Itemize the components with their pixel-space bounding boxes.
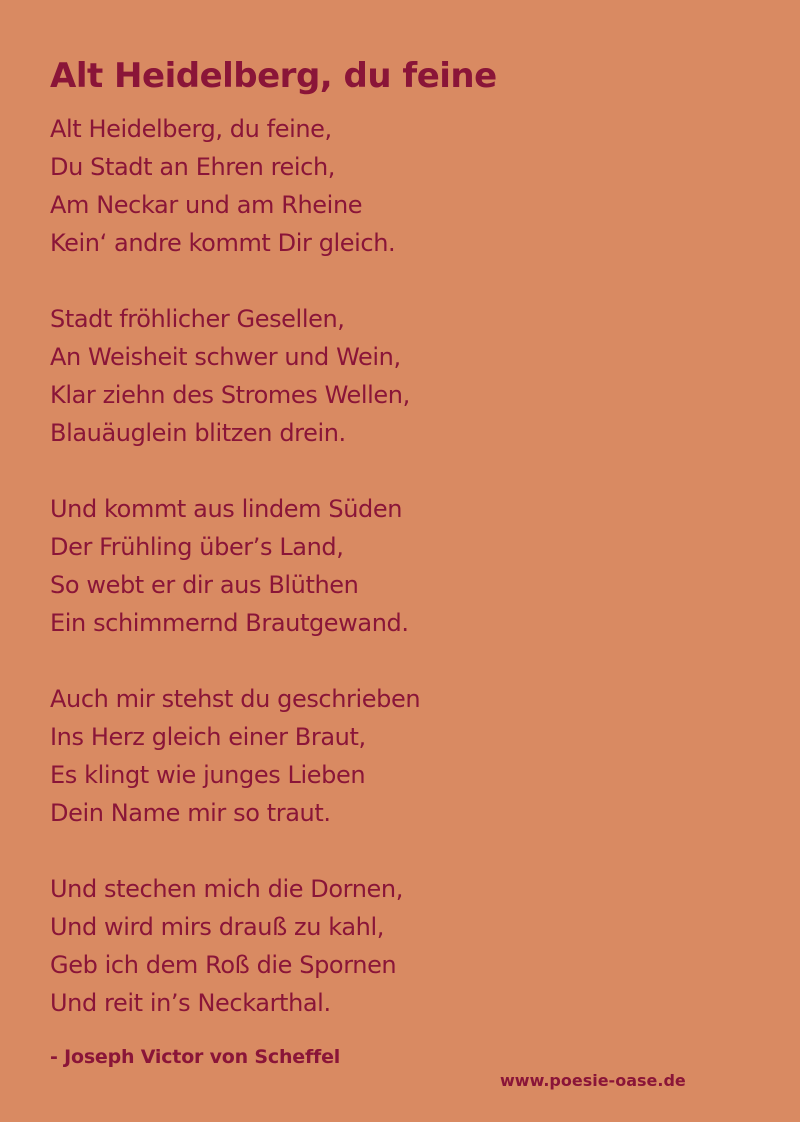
poem-line: Es klingt wie junges Lieben <box>50 761 366 789</box>
poem-line: Alt Heidelberg, du feine, <box>50 115 332 143</box>
poem-line: Der Frühling über’s Land, <box>50 533 344 561</box>
poem-line: Und kommt aus lindem Süden <box>50 495 403 523</box>
poem-line: Auch mir stehst du geschrieben <box>50 685 421 713</box>
poem-line: Geb ich dem Roß die Spornen <box>50 951 397 979</box>
poem-line: Am Neckar und am Rheine <box>50 191 363 219</box>
poem-line: Klar ziehn des Stromes Wellen, <box>50 381 410 409</box>
poem-line: Blauäuglein blitzen drein. <box>50 419 346 447</box>
poem-line: Kein‘ andre kommt Dir gleich. <box>50 229 396 257</box>
poem-line: Du Stadt an Ehren reich, <box>50 153 336 181</box>
stanza-2 <box>50 300 420 452</box>
poem-line: Dein Name mir so traut. <box>50 799 331 827</box>
poem-line: Und wird mirs drauß zu kahl, <box>50 913 384 941</box>
poem-line: Und stechen mich die Dornen, <box>50 875 403 903</box>
stanza-3 <box>50 490 420 642</box>
poem-line: Und reit in’s Neckarthal. <box>50 989 331 1017</box>
website-url: www.poesie-oase.de <box>500 1071 686 1090</box>
poem-line: An Weisheit schwer und Wein, <box>50 343 401 371</box>
stanza-5 <box>50 870 420 1022</box>
stanza-1 <box>50 110 420 262</box>
poem-line: So webt er dir aus Blüthen <box>50 571 359 599</box>
poem-author: - Joseph Victor von Scheffel <box>50 1046 341 1068</box>
poem-line: Stadt fröhlicher Gesellen, <box>50 305 345 333</box>
poem-line: Ein schimmernd Brautgewand. <box>50 609 409 637</box>
stanza-4 <box>50 680 420 832</box>
poem-line: Ins Herz gleich einer Braut, <box>50 723 366 751</box>
poem-body <box>50 110 420 1060</box>
poem-title: Alt Heidelberg, du feine <box>50 56 497 96</box>
